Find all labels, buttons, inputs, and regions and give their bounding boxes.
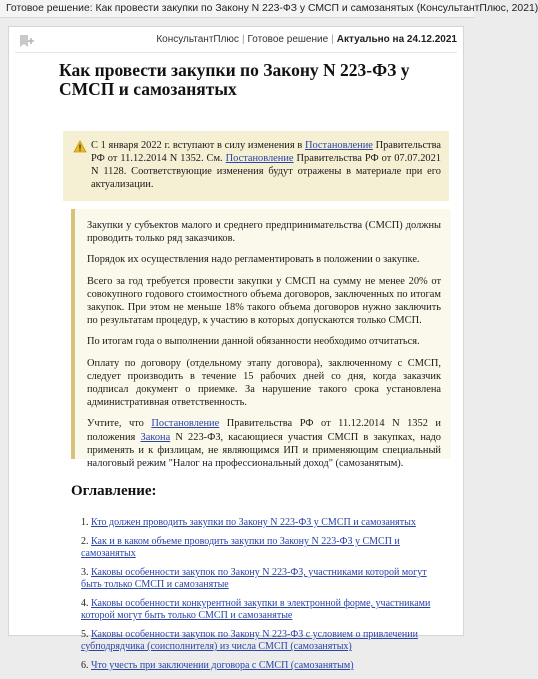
toc-item-number: 3. xyxy=(81,567,89,578)
breadcrumb-brand: КонсультантПлюс xyxy=(156,34,239,45)
toc-item xyxy=(81,629,449,653)
bookmark-add-icon[interactable] xyxy=(17,34,37,48)
warning-icon xyxy=(73,140,87,153)
warning-text-2: Правительства РФ от 11.12.2014 N 1352. См. xyxy=(91,140,441,164)
toc-item-number: 2. xyxy=(81,536,89,547)
toc-link-1[interactable]: Кто должен проводить закупки по Закону N 223-ФЗ у СМСП и самозанятых xyxy=(91,517,416,528)
summary-paragraph xyxy=(87,417,441,470)
summary-box xyxy=(71,209,451,470)
toc-item xyxy=(81,517,449,529)
toc-item xyxy=(81,567,449,591)
summary-text: N 223-ФЗ, касающиеся участия СМСП в закупках, надо применять и к физлицам, не являющимся ИП и применяющим специальный налоговый режим "Налог на профессиональный доход" (самозанятым). xyxy=(87,431,441,470)
toc-item-number: 1. xyxy=(81,517,89,528)
document-page xyxy=(8,26,464,671)
toc-item-number: 5. xyxy=(81,629,89,640)
summary-link-resolution[interactable]: Постановление xyxy=(151,418,220,430)
summary-paragraph: Оплату по договору (отдельному этапу договора), заключенному с СМСП, следует производить в течение 15 рабочих дней со дня, когда заказчик подписал документ о приемке. За нарушение такого срока установлена административная ответственность. xyxy=(87,357,441,409)
summary-text: Учтите, что xyxy=(87,418,152,430)
toc-link-2[interactable]: Как и в каком объеме проводить закупки по Закону N 223-ФЗ у СМСП и самозанятых xyxy=(81,536,400,559)
toc-item xyxy=(81,660,449,672)
toc-item xyxy=(81,598,449,622)
summary-paragraph: По итогам года о выполнении данной обязанности необходимо отчитаться. xyxy=(87,336,420,348)
warning-text-3: Правительства РФ от 07.07.2021 N 1128. Соответствующие изменения будут отражены в материале при его актуализации. xyxy=(91,153,441,190)
toc-link-6[interactable]: Что учесть при заключении договора с СМСП (самозанятым) xyxy=(91,660,354,671)
status-badge: Актуально на 24.12.2021 xyxy=(336,34,457,45)
summary-link-law[interactable]: Закона xyxy=(140,431,171,443)
toc-link-3[interactable]: Каковы особенности закупок по Закону N 223-ФЗ, участниками которой могут быть только СМСП и самозанятые xyxy=(81,567,427,590)
warning-text-1: С 1 января 2022 г. вступают в силу изменения в xyxy=(91,140,305,151)
breadcrumb: КонсультантПлюс | Готовое решение | Актуально на 24.12.2021 xyxy=(156,34,457,45)
page-title: Как провести закупки по Закону N 223-ФЗ у СМСП и самозанятых xyxy=(59,60,410,99)
warning-box xyxy=(63,131,449,201)
window-title: Готовое решение: Как провести закупки по Закону N 223-ФЗ у СМСП и самозанятых (КонсультантПлюс, 2021) xyxy=(0,0,474,18)
summary-paragraph: Всего за год требуется провести закупки у СМСП на сумму не менее 20% от совокупного годового стоимостного объема договоров, заключенных по итогам закупок. При этом не меньше 18% такого объема договоров нужно заключить по результатам процедур, к участию в которых допускаются только СМСП. xyxy=(87,275,441,327)
toc-link-4[interactable]: Каковы особенности конкурентной закупки в электронной форме, участниками которой могут быть только СМСП и самозанятые xyxy=(81,598,431,621)
toc-item-number: 4. xyxy=(81,598,89,609)
toc-link-5[interactable]: Каковы особенности закупок по Закону N 223-ФЗ с условием о привлечении субподрядчика (соисполнителя) из числа СМСП (самозанятых) xyxy=(81,629,418,652)
toc-heading: Оглавление: xyxy=(71,483,157,499)
warning-link-resolution-1352[interactable]: Постановление xyxy=(304,140,373,151)
table-of-contents xyxy=(81,517,449,679)
summary-text: Правительства РФ от 11.12.2014 N 1352 и положения xyxy=(87,418,441,443)
summary-paragraph: Порядок их осуществления надо регламентировать в положении о закупке. xyxy=(87,254,420,266)
warning-link-resolution-1128[interactable]: Постановление xyxy=(225,153,294,164)
toc-item xyxy=(81,536,449,560)
toc-item-number: 6. xyxy=(81,660,89,671)
summary-paragraph: Закупки у субъектов малого и среднего предпринимательства (СМСП) должны проводить только ряд заказчиков. xyxy=(87,220,441,245)
breadcrumb-section: Готовое решение xyxy=(247,34,329,45)
document-header xyxy=(15,30,457,53)
